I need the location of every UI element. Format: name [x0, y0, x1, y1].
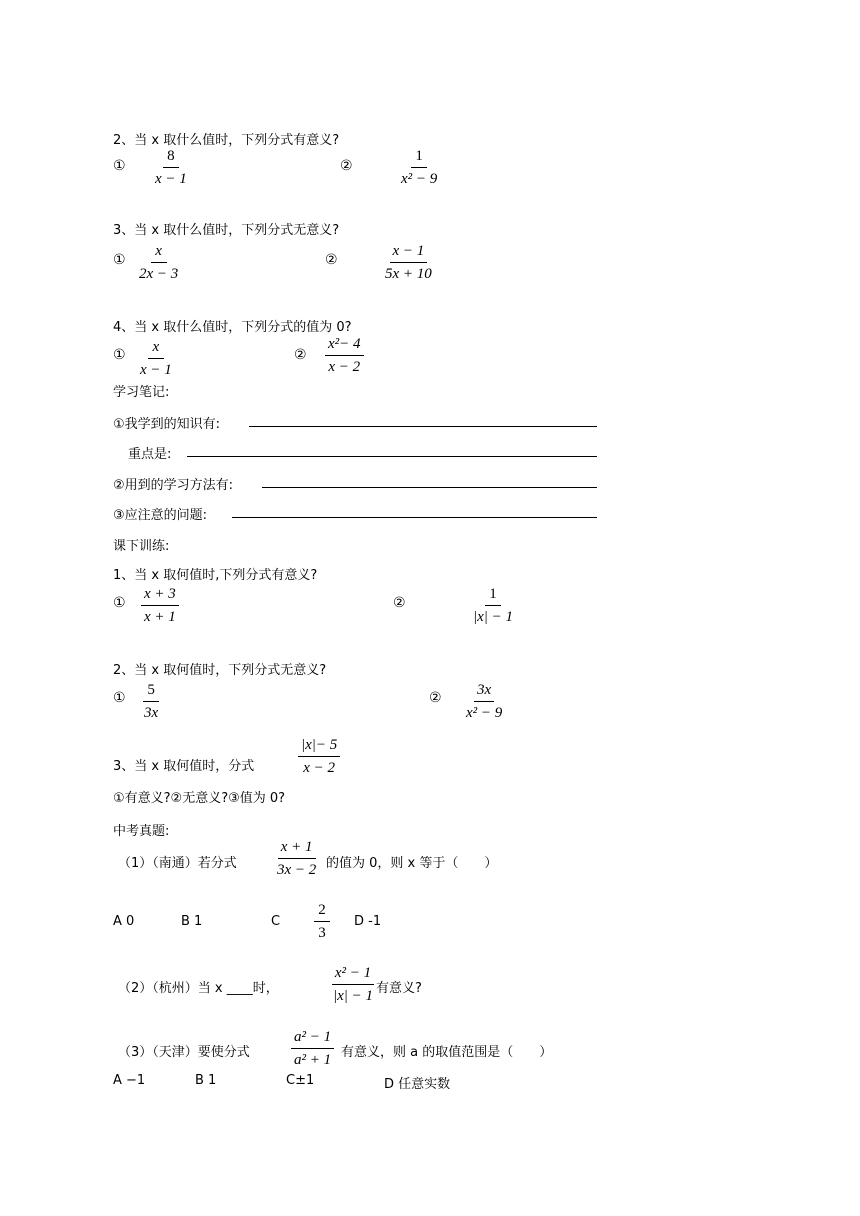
q3-fraction-2-numerator: x − 1: [390, 244, 428, 263]
practice-2-fraction-2: [463, 683, 505, 721]
q2-fraction-2-numerator: 1: [411, 149, 427, 168]
exam-2-fraction: [330, 966, 376, 1004]
exam-2-fraction-denominator: |x| − 1: [333, 988, 374, 1004]
notes-blank-methods[interactable]: [262, 487, 597, 488]
practice-title: 课下训练:: [113, 539, 170, 554]
notes-blank-cautions[interactable]: [232, 517, 597, 518]
q4-fraction-2-denominator: x − 2: [328, 359, 361, 375]
q4-fraction-1: [137, 340, 175, 378]
exam-1-option-d: D -1: [354, 914, 382, 929]
exam-3-fraction-denominator: a² + 1: [294, 1052, 332, 1068]
practice-1-fraction-2: [470, 587, 516, 625]
practice-3-fraction: [298, 738, 340, 776]
q4-title: 4、当 x 取什么值时，下列分式的值为 0?: [113, 320, 352, 335]
exam-title: 中考真题:: [113, 824, 170, 839]
notes-item-cautions: ③应注意的问题:: [113, 508, 208, 523]
exam-1-option-b: B 1: [181, 914, 203, 929]
practice-1-marker-1: ①: [113, 595, 126, 611]
exam-2-fraction-numerator: x² − 1: [332, 966, 374, 985]
practice-3-subquestions: ①有意义?②无意义?③值为 0?: [113, 791, 286, 806]
exam-3-option-c: C±1: [286, 1073, 315, 1088]
q4-fraction-2-numerator: x²− 4: [325, 337, 364, 356]
q4-marker-2: ②: [294, 347, 307, 363]
practice-1-fraction-1-numerator: x + 3: [141, 587, 179, 606]
practice-3-fraction-denominator: x − 2: [303, 760, 336, 776]
exam-1-fraction: [274, 840, 319, 878]
practice-2-fraction-2-denominator: x² − 9: [466, 705, 503, 721]
q2-fraction-1-numerator: 8: [163, 149, 179, 168]
practice-3-title: 3、当 x 取何值时，分式: [113, 759, 255, 774]
exam-1-option-c: C: [271, 914, 281, 929]
exam-1-option-a: A 0: [113, 914, 135, 929]
practice-2-marker-1: ①: [113, 690, 126, 706]
practice-1-fraction-1: [141, 587, 179, 625]
exam-3-suffix: 有意义，则 a 的取值范围是（ ）: [341, 1045, 553, 1060]
exam-2-suffix: 有意义?: [376, 981, 422, 996]
practice-1-fraction-1-denominator: x + 1: [144, 609, 176, 625]
practice-2-title: 2、当 x 取何值时，下列分式无意义?: [113, 663, 327, 678]
q3-fraction-2: [382, 244, 435, 282]
exam-1-suffix: 的值为 0，则 x 等于（ ）: [326, 856, 498, 871]
q3-marker-1: ①: [113, 252, 126, 268]
practice-2-fraction-1-numerator: 5: [143, 683, 159, 702]
practice-2-fraction-2-numerator: 3x: [474, 683, 494, 702]
practice-2-fraction-1: [141, 683, 161, 721]
exam-2-prefix: （2）（杭州）当 x ____时，: [118, 981, 279, 996]
q2-marker-2: ②: [340, 158, 353, 174]
notes-item-keypoints: 重点是:: [128, 447, 172, 462]
q2-fraction-2: [398, 149, 440, 187]
practice-1-marker-2: ②: [393, 595, 406, 611]
q3-title: 3、当 x 取什么值时，下列分式无意义?: [113, 223, 340, 238]
practice-2-marker-2: ②: [429, 690, 442, 706]
exam-1-fraction-numerator: x + 1: [278, 840, 316, 859]
practice-1-fraction-2-numerator: 1: [485, 587, 501, 606]
exam-3-prefix: （3）（天津）要使分式: [118, 1045, 250, 1060]
practice-2-fraction-1-denominator: 3x: [144, 705, 159, 721]
practice-1-fraction-2-denominator: |x| − 1: [473, 609, 514, 625]
exam-3-fraction-numerator: a² − 1: [291, 1030, 334, 1049]
q2-title: 2、当 x 取什么值时，下列分式有意义?: [113, 133, 340, 148]
exam-3-fraction: [291, 1030, 334, 1068]
practice-3-fraction-numerator: |x|− 5: [298, 738, 340, 757]
exam-3-option-d: D 任意实数: [384, 1077, 451, 1092]
q2-fraction-1-denominator: x − 1: [155, 171, 187, 187]
notes-blank-keypoints[interactable]: [187, 456, 597, 457]
q3-fraction-1-denominator: 2x − 3: [139, 266, 179, 282]
practice-1-title: 1、当 x 取何值时,下列分式有意义?: [113, 568, 318, 583]
q4-fraction-1-numerator: x: [148, 340, 164, 359]
q4-fraction-2: [325, 337, 364, 375]
q4-marker-1: ①: [113, 347, 126, 363]
exam-3-option-b: B 1: [195, 1073, 217, 1088]
q3-fraction-2-denominator: 5x + 10: [385, 266, 432, 282]
q3-fraction-1: [136, 244, 181, 282]
notes-item-knowledge: ①我学到的知识有:: [113, 417, 221, 432]
q4-fraction-1-denominator: x − 1: [140, 362, 172, 378]
q2-fraction-2-denominator: x² − 9: [401, 171, 438, 187]
exam-3-option-a: A −1: [113, 1073, 146, 1088]
q3-fraction-1-numerator: x: [151, 244, 167, 263]
exam-1-option-c-fraction: [314, 903, 330, 941]
q2-marker-1: ①: [113, 158, 126, 174]
notes-title: 学习笔记:: [113, 385, 170, 400]
exam-1-option-c-denominator: 3: [318, 925, 326, 941]
exam-1-fraction-denominator: 3x − 2: [277, 862, 317, 878]
exam-1-prefix: （1）（南通）若分式: [118, 856, 237, 871]
q2-fraction-1: [152, 149, 190, 187]
q3-marker-2: ②: [325, 252, 338, 268]
notes-blank-knowledge[interactable]: [249, 426, 597, 427]
exam-1-option-c-numerator: 2: [314, 903, 330, 922]
notes-item-methods: ②用到的学习方法有:: [113, 478, 234, 493]
